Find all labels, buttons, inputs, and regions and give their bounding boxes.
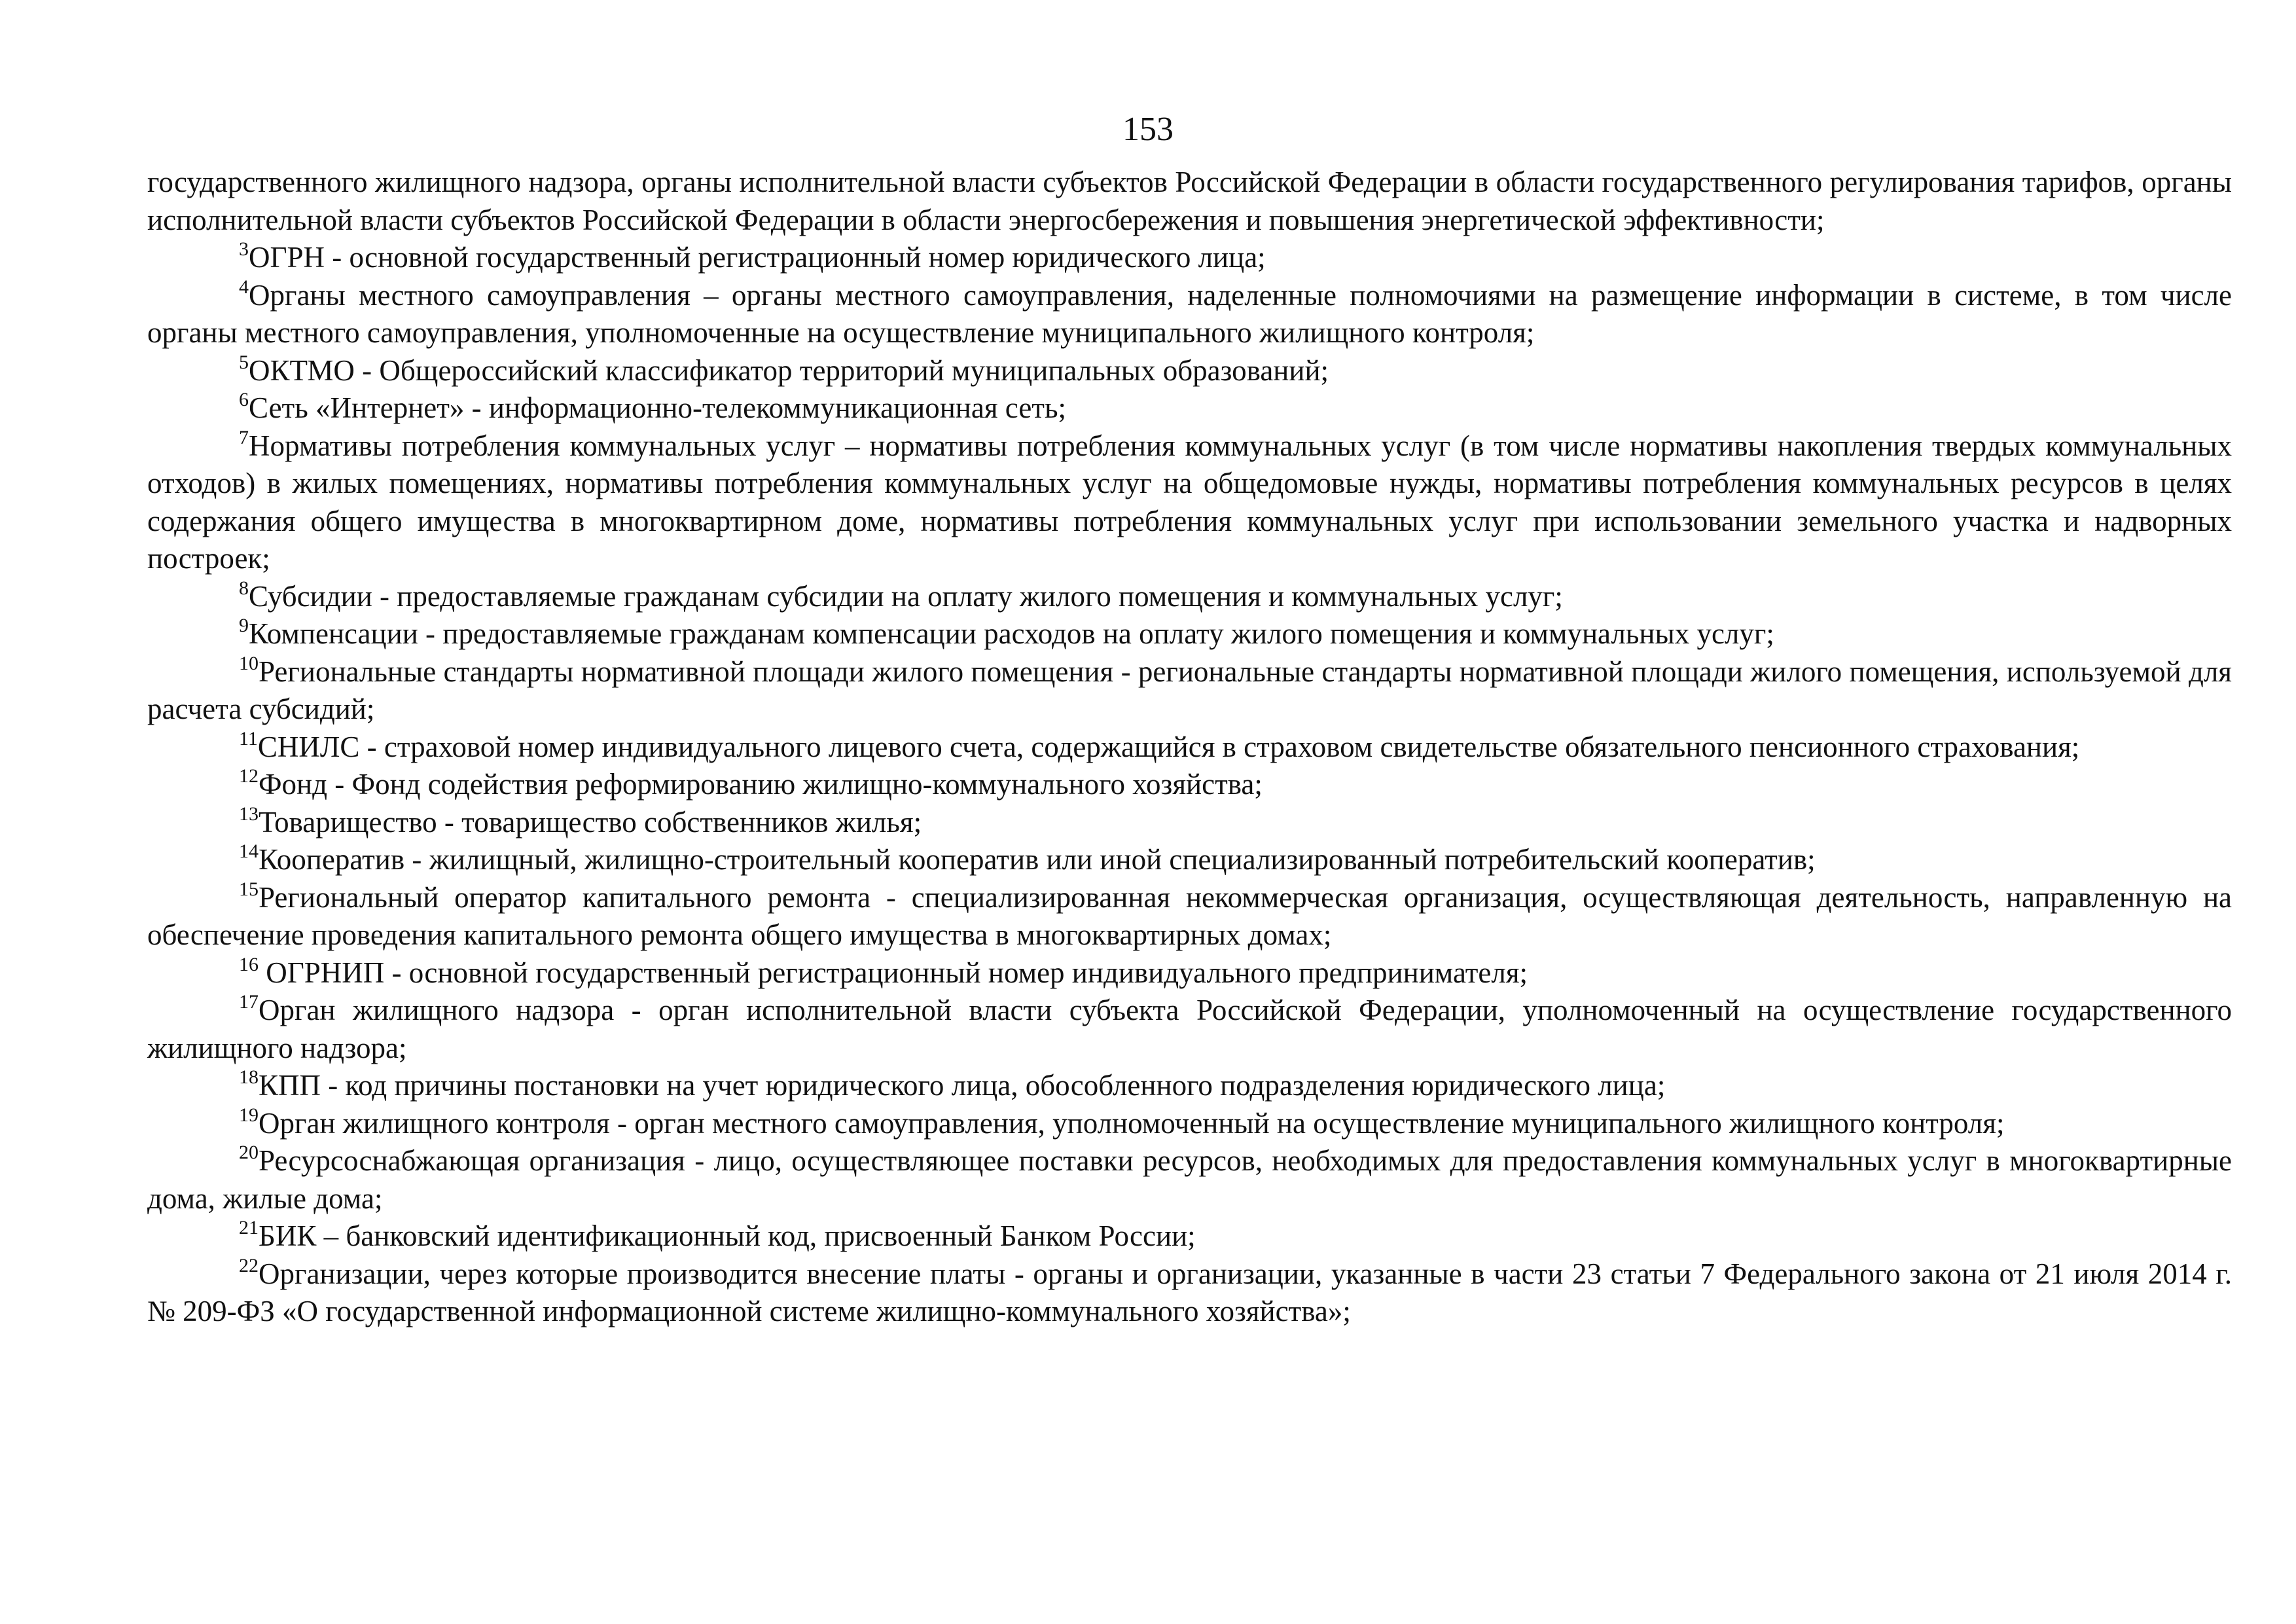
footnote-paragraph <box>147 1105 2232 1143</box>
footnote-paragraph <box>147 615 2232 653</box>
footnote-number: 15 <box>239 878 259 900</box>
footnote-text: КПП - код причины постановки на учет юридического лица, обособленного подразделения юридического лица; <box>259 1069 1666 1102</box>
footnote-text: ОГРН - основной государственный регистрационный номер юридического лица; <box>249 241 1266 274</box>
footnote-paragraph <box>147 427 2232 578</box>
footnote-paragraph <box>147 879 2232 954</box>
footnote-paragraph <box>147 804 2232 842</box>
footnote-paragraph <box>147 352 2232 390</box>
footnote-number: 7 <box>239 426 249 448</box>
footnote-paragraph <box>147 1255 2232 1331</box>
footnote-paragraph <box>147 729 2232 767</box>
footnote-number: 9 <box>239 615 249 636</box>
footnote-number: 4 <box>239 276 249 298</box>
footnote-number: 11 <box>239 727 258 749</box>
footnote-number: 19 <box>239 1104 259 1126</box>
footnote-paragraph <box>147 1218 2232 1255</box>
footnote-number: 16 <box>239 953 259 975</box>
footnote-number: 13 <box>239 803 259 825</box>
footnote-number: 21 <box>239 1217 259 1238</box>
footnote-text: Субсидии - предоставляемые гражданам субсидии на оплату жилого помещения и коммунальных услуг; <box>249 579 1563 613</box>
footnote-paragraph <box>147 1142 2232 1218</box>
footnote-number: 6 <box>239 389 249 410</box>
footnote-paragraph <box>147 992 2232 1067</box>
footnote-text: Компенсации - предоставляемые гражданам компенсации расходов на оплату жилого помещения и коммунальных услуг; <box>249 617 1774 650</box>
footnote-number: 14 <box>239 840 259 862</box>
footnote-number: 12 <box>239 765 259 787</box>
footnote-text: Орган жилищного контроля - орган местного самоуправления, уполномоченный на осуществление муниципального жилищного контроля; <box>259 1106 2005 1140</box>
footnote-text: Региональный оператор капитального ремонта - специализированная некоммерческая организация, осуществляющая деятельность, направленную на обеспечение проведения капитального ремонта общего имущества в многоквартирных домах; <box>147 880 2232 951</box>
footnote-number: 3 <box>239 238 249 260</box>
footnote-text: СНИЛС - страховой номер индивидуального лицевого счета, содержащийся в страховом свидетельстве обязательного пенсионного страхования; <box>257 730 2080 763</box>
footnote-number: 10 <box>239 652 259 674</box>
footnote-text: ОГРНИП - основной государственный регистрационный номер индивидуального предпринимателя; <box>259 956 1528 989</box>
footnote-text: ОКТМО - Общероссийский классификатор территорий муниципальных образований; <box>249 353 1329 387</box>
footnote-text: Организации, через которые производится внесение платы - органы и организации, указанные в части 23 статьи 7 Федерального закона от 21 июля 2014 г. № 209-ФЗ «О государственной информационной системе жилищно-коммунального хозяйства»; <box>147 1257 2232 1327</box>
footnote-number: 5 <box>239 351 249 373</box>
footnote-text: Региональные стандарты нормативной площади жилого помещения - региональные стандарты нормативной площади жилого помещения, используемой для расчета субсидий; <box>147 655 2232 725</box>
footnote-number: 20 <box>239 1142 259 1163</box>
footnote-number: 22 <box>239 1254 259 1276</box>
footnote-paragraph <box>147 841 2232 879</box>
footnote-text: Ресурсоснабжающая организация - лицо, осуществляющее поставки ресурсов, необходимых для предоставления коммунальных услуг в многоквартирные дома, жилые дома; <box>147 1144 2232 1215</box>
footnote-text: Органы местного самоуправления – органы местного самоуправления, наделенные полномочиями на размещение информации в системе, в том числе органы местного самоуправления, уполномоченные на осуществление муниципального жилищного контроля; <box>147 278 2232 349</box>
continued-paragraph <box>147 164 2232 239</box>
footnote-number: 18 <box>239 1066 259 1088</box>
page-number: 153 <box>1122 111 1174 148</box>
footnote-text: государственного жилищного надзора, органы исполнительной власти субъектов Российской Федерации в области государственного регулирования тарифов, органы исполнительной власти субъектов Российской Федерации в области энергосбережения и повышения энергетической эффективности; <box>147 166 2232 236</box>
footnote-paragraph <box>147 277 2232 352</box>
footnote-list <box>147 164 2232 1331</box>
footnote-number: 8 <box>239 577 249 599</box>
footnote-text: БИК – банковский идентификационный код, присвоенный Банком России; <box>259 1219 1196 1252</box>
footnote-text: Сеть «Интернет» - информационно-телекоммуникационная сеть; <box>249 391 1066 424</box>
footnote-paragraph <box>147 1067 2232 1105</box>
footnote-text: Товарищество - товарищество собственников жилья; <box>259 805 922 839</box>
footnote-number: 17 <box>239 991 259 1013</box>
footnote-paragraph <box>147 766 2232 804</box>
footnote-text: Фонд - Фонд содействия реформированию жилищно-коммунального хозяйства; <box>259 768 1263 801</box>
footnote-paragraph <box>147 239 2232 277</box>
footnote-text: Кооператив - жилищный, жилищно-строительный кооператив или иной специализированный потребительский кооператив; <box>259 843 1816 876</box>
footnote-paragraph <box>147 578 2232 616</box>
footnote-paragraph <box>147 653 2232 729</box>
footnote-text: Нормативы потребления коммунальных услуг – нормативы потребления коммунальных услуг (в том числе нормативы накопления твердых коммунальных отходов) в жилых помещениях, нормативы потребления коммунальных услуг на общедомовые нужды, нормативы потребления коммунальных ресурсов в целях содержания общего имущества в многоквартирном доме, нормативы потребления коммунальных услуг при использовании земельного участка и надворных построек; <box>147 429 2232 575</box>
footnote-paragraph <box>147 954 2232 992</box>
footnote-text: Орган жилищного надзора - орган исполнительной власти субъекта Российской Федерации, уполномоченный на осуществление государственного жилищного надзора; <box>147 994 2232 1064</box>
footnote-paragraph <box>147 389 2232 427</box>
